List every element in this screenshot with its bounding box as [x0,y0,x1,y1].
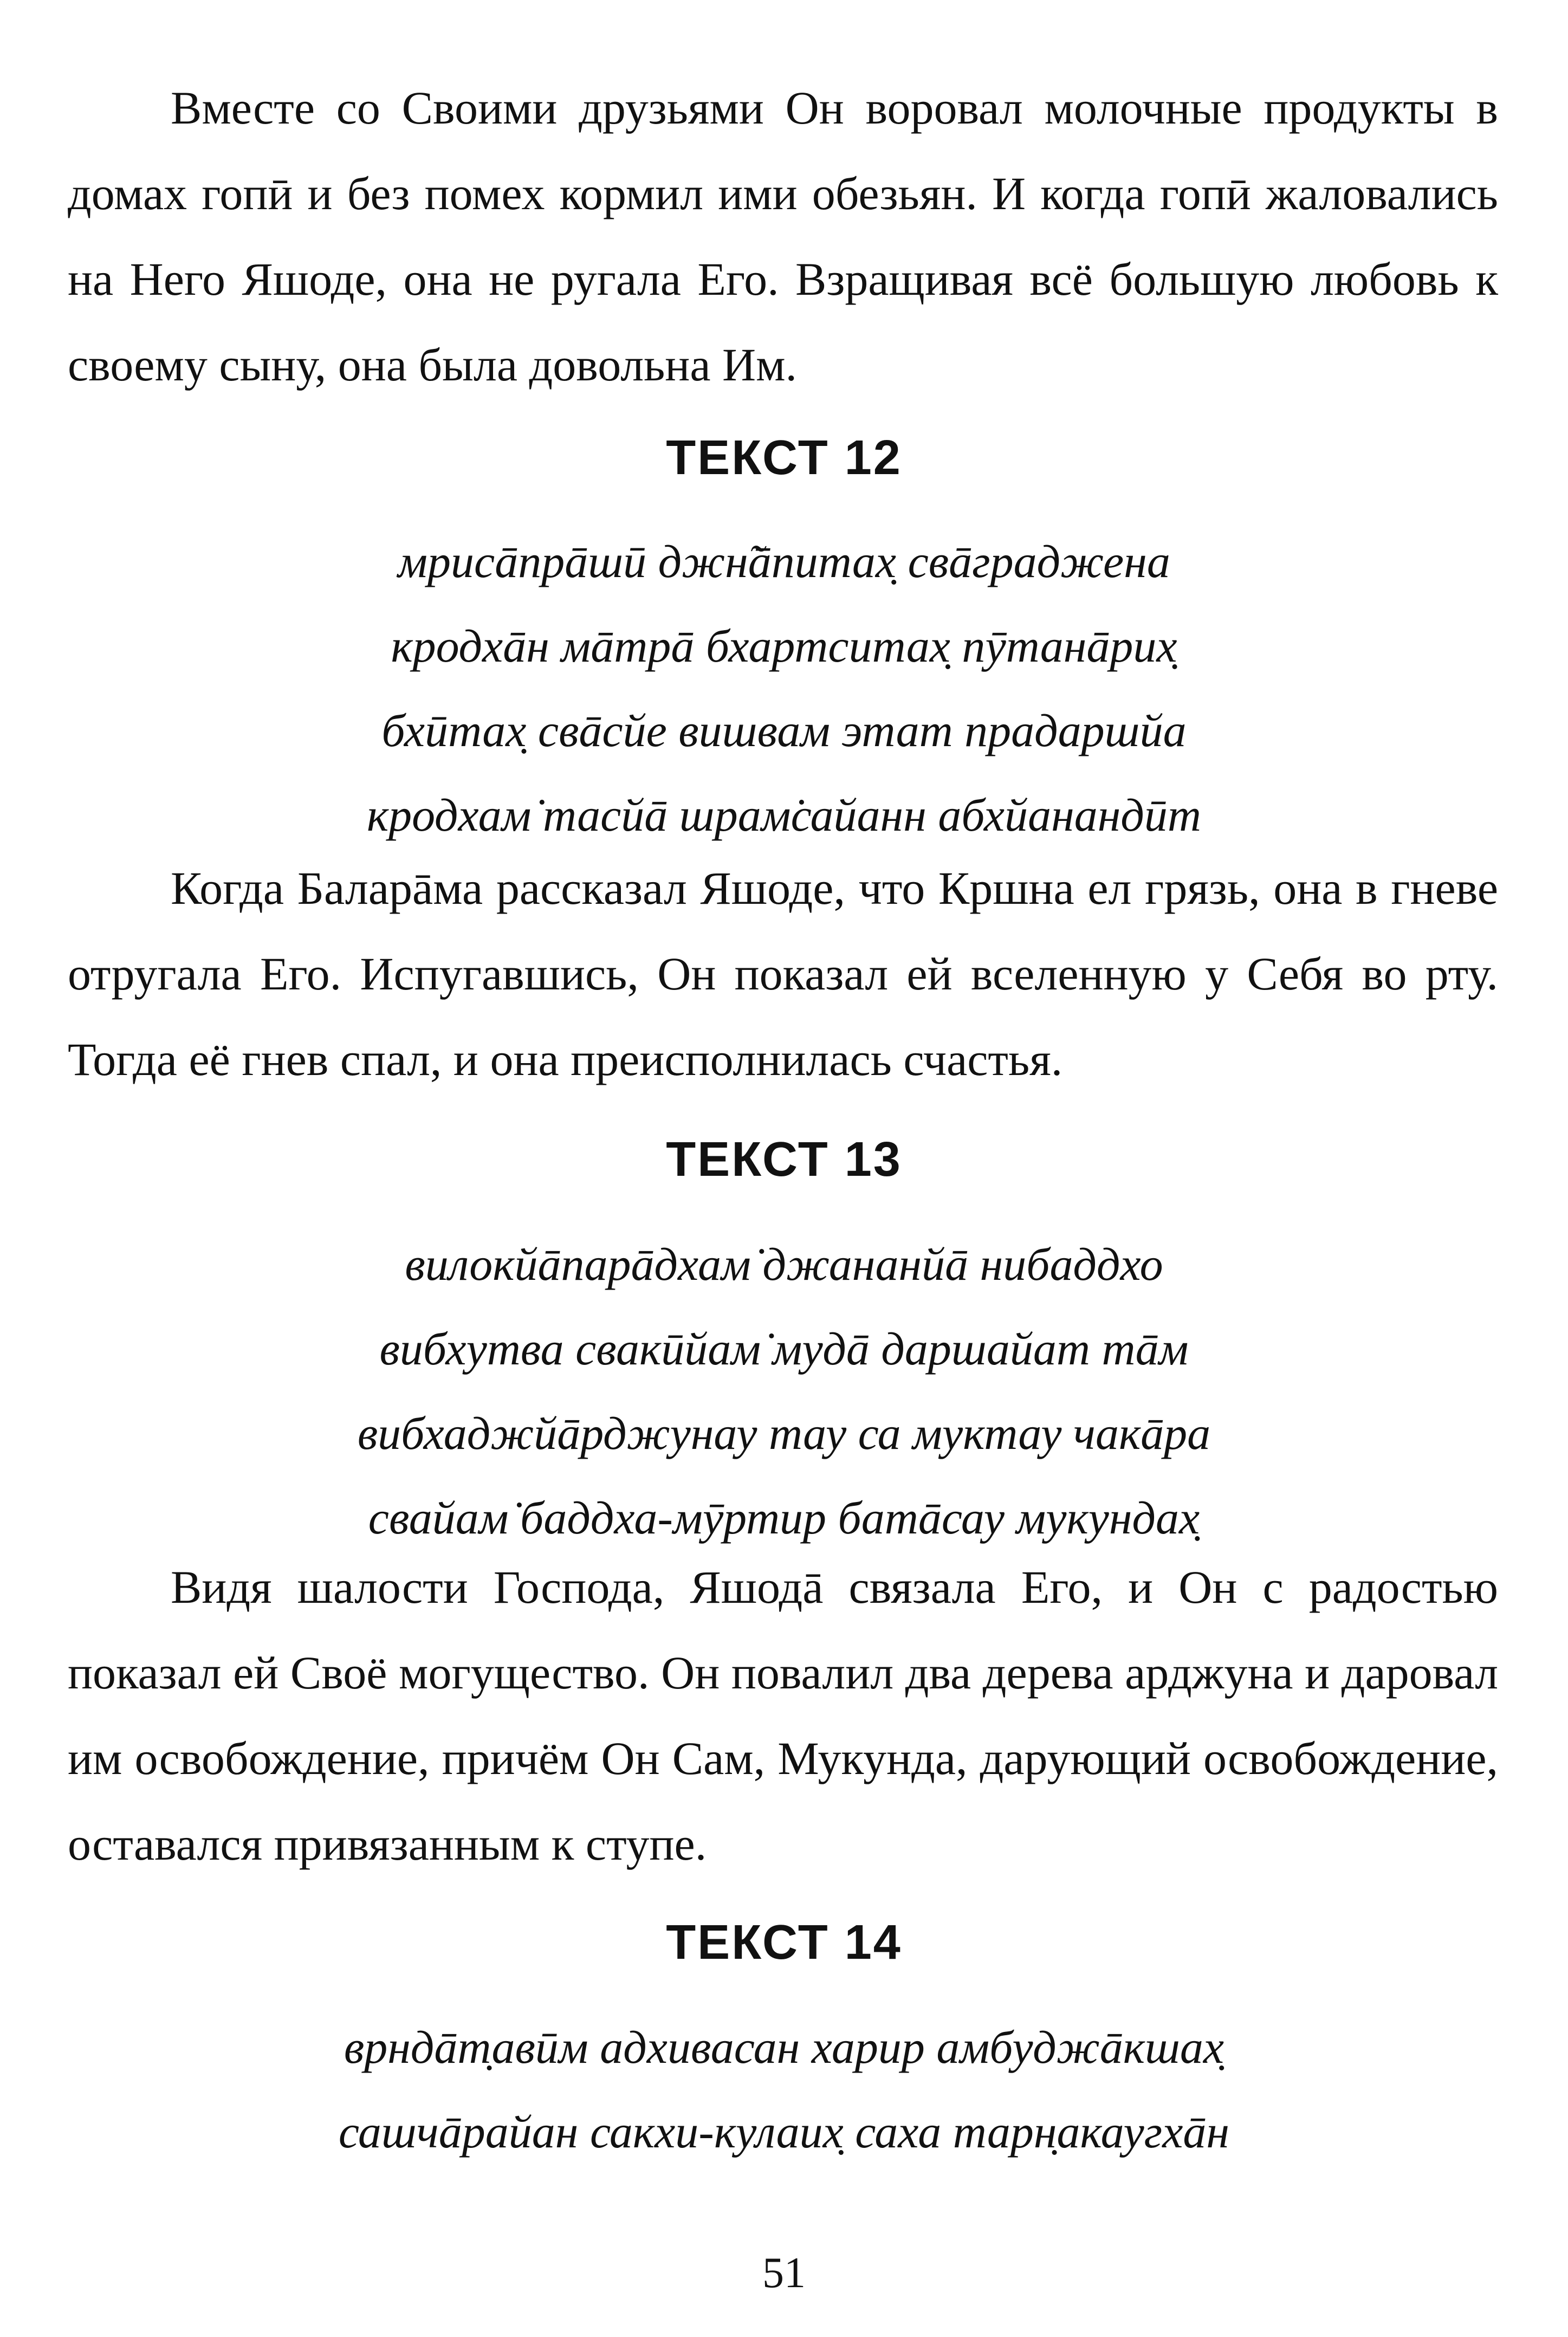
verse-line: кродхāн мāтрā бхартситах̣ пӯтанāрих̣ [391,620,1177,672]
verse-line: кродхам̇ тасйā шрам̇сайанн абхйанандӣт [366,789,1202,841]
verse-line: сашчāрайан сакхи-кулаих̣ саха тарн̣акаугхāн [338,2106,1230,2158]
heading-text-12: ТЕКСТ 12 [666,431,902,485]
paragraph-commentary-11: Вместе со Своими друзьями Он воровал молочные продукты в домах гопӣ и без помех кормил ими обезьян. И когда гопӣ жаловались на Него Яшоде, она не ругала Его. Взращивая всё большую любовь к своему сыну, она была довольна Им. [68,82,1498,391]
paragraph-commentary-13: Видя шалости Господа, Яшодā связала Его, и Он с радостью показал ей Своё могущество. Он повалил два дерева арджуна и даровал им освобождение, причём Он Сам, Мукунда, дарующий освобождение, оставался привязанным к ступе. [68,1561,1498,1870]
heading-text-13: ТЕКСТ 13 [666,1132,902,1187]
verse-line: врндāт̣авӣм адхивасан харир амбуджāкшах̣ [344,2021,1224,2073]
verse-text-13 [0,1222,1568,1560]
verse-text-12 [0,519,1568,857]
verse-line: мрисāпрāшӣ джн̃āпитах̣ свāграджена [398,535,1170,587]
paragraph-commentary-12: Когда Баларāма рассказал Яшоде, что Кршна ел грязь, она в гневе отругала Его. Испугавшись, Он показал ей вселенную у Себя во рту. Тогда её гнев спал, и она преисполнилась счастья. [68,862,1498,1085]
verse-line: свайам̇ баддха-мӯртир батāсау мукундах̣ [368,1492,1200,1544]
verse-text-14 [0,2005,1568,2174]
heading-text-14: ТЕКСТ 14 [666,1915,902,1970]
verse-line: бхӣтах̣ свāсйе вишвам этат прадаршйа [381,704,1187,756]
page-number: 51 [762,2249,806,2297]
verse-line: вилокйāпарāдхам̇ джананйā нибаддхо [405,1238,1163,1290]
verse-line: вибхутва свакӣйам̇ мудā даршайат тāм [379,1323,1189,1375]
verse-line: вибхаджйāрджунау тау са муктау чакāра [357,1407,1211,1459]
